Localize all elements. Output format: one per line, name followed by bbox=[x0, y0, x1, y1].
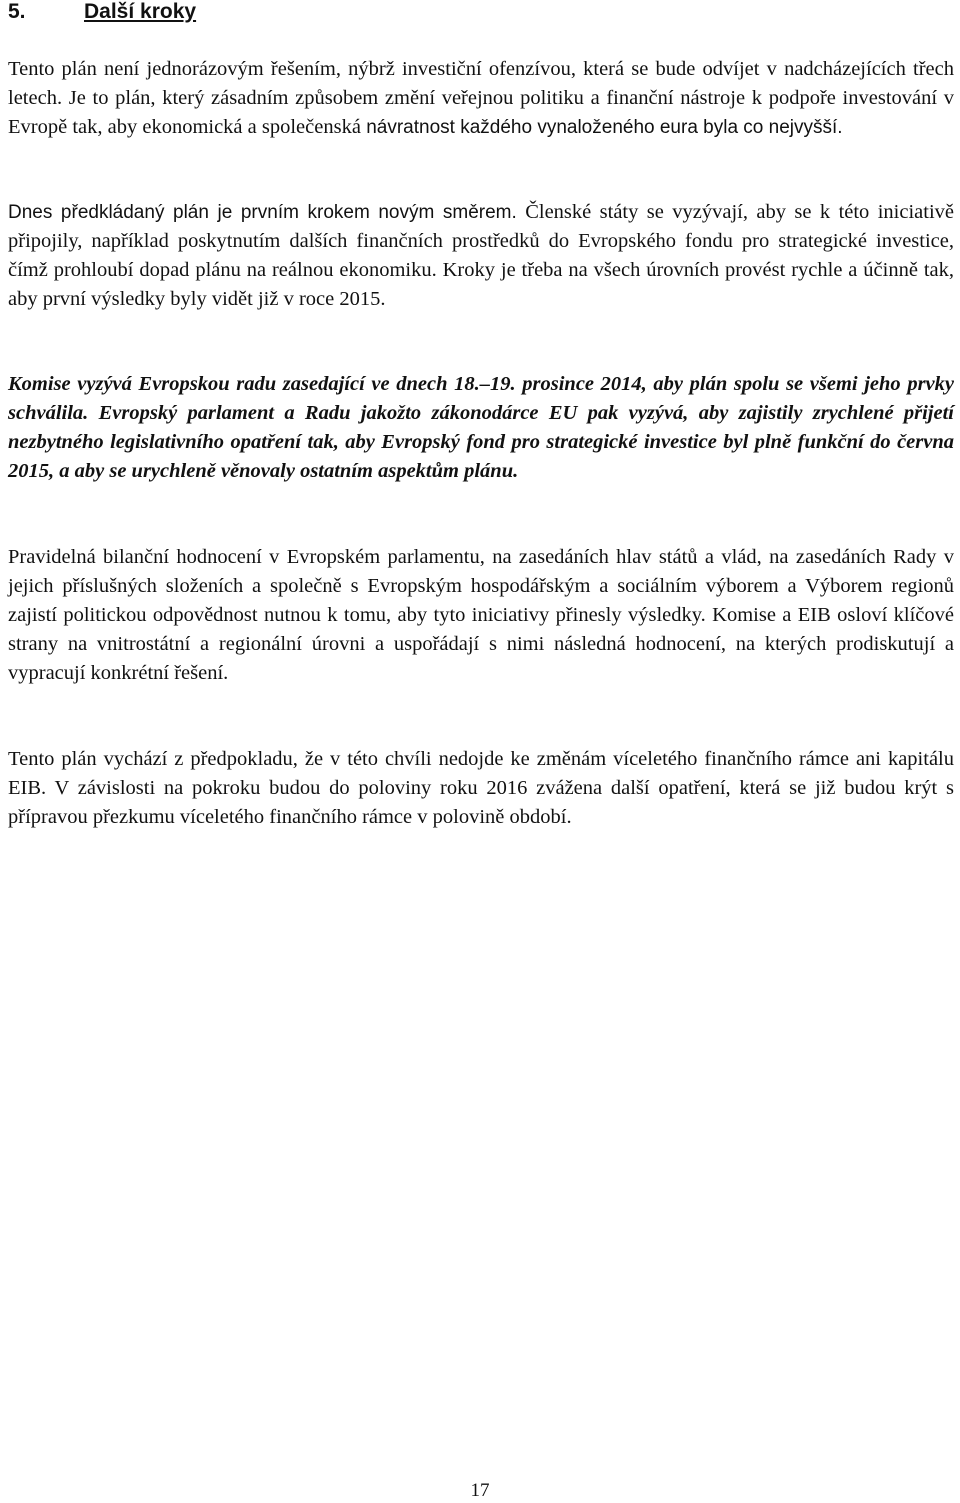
paragraph-4: Pravidelná bilanční hodnocení v Evropském parlamentu, na zasedáních hlav států a vlád, na zasedáních Rady v jejich příslušných složeních a společně s Evropským hospodářským a sociálním výborem a Výborem regionů zajistí politickou odpovědnost nutnou k tomu, aby tyto iniciativy přinesly výsledky. Komise a EIB osloví klíčové strany na vnitrostátní a regionální úrovni a uspořádají s nimi následná hodnocení, na kterých prodiskutují a vypracují konkrétní řešení. bbox=[8, 546, 954, 684]
paragraph-1-text-a: Tento plán není jednorázovým řešením, nýbrž investiční ofenzívou, která se bude odvíjet v nadcházejících třech letech. bbox=[8, 58, 954, 109]
paragraph-5: Tento plán vychází z předpokladu, že v této chvíli nedojde ke změnám víceletého finančního rámce ani kapitálu EIB. V závislosti na pokroku budou do poloviny roku 2016 zvážena další opatření, která se již budou krýt s přípravou přezkumu víceletého finančního rámce v polovině období. bbox=[8, 748, 954, 828]
page-number: 17 bbox=[470, 1480, 490, 1501]
paragraph-2 bbox=[8, 198, 954, 314]
paragraph-1-text-c: návratnost každého vynaloženého eura byla co nejvyšší. bbox=[360, 117, 843, 138]
paragraph-3-emphasis: Komise vyzývá Evropskou radu zasedající ve dnech 18.–19. prosince 2014, aby plán spolu se všemi jeho prvky schválila. Evropský parlament a Radu jakožto zákonodárce EU pak vyzývá, aby zajistily zrychlené přijetí nezbytného legislativního opatření tak, aby Evropský fond pro strategické investice byl plně funkční do června 2015, a aby se urychleně věnovaly ostatním aspektům plánu. bbox=[8, 373, 954, 482]
section-heading bbox=[8, 0, 196, 26]
paragraph-2-text-b: Členské státy se vyzývají, aby se k této iniciativě připojily, například poskytnutím dalších finančních prostředků do Evropského fondu pro strategické investice, čímž prohloubí dopad plánu na reálnou ekonomiku. bbox=[8, 201, 955, 281]
paragraph-1-text-b: Je to plán, který zásadním způsobem změní veřejnou politiku a finanční nástroje k podpoře investování v Evropě tak, aby ekonomická a společenská bbox=[8, 87, 954, 138]
section-number: 5. bbox=[8, 0, 26, 23]
paragraph-1 bbox=[8, 55, 954, 142]
paragraph-2-text-c: Kroky je třeba na všech úrovních provést rychle a účinně tak, aby první výsledky byly vidět již v roce 2015. bbox=[8, 259, 954, 310]
section-title: Další kroky bbox=[84, 0, 197, 23]
paragraph-2-text-a: Dnes předkládaný plán je prvním krokem novým směrem. bbox=[8, 202, 517, 223]
